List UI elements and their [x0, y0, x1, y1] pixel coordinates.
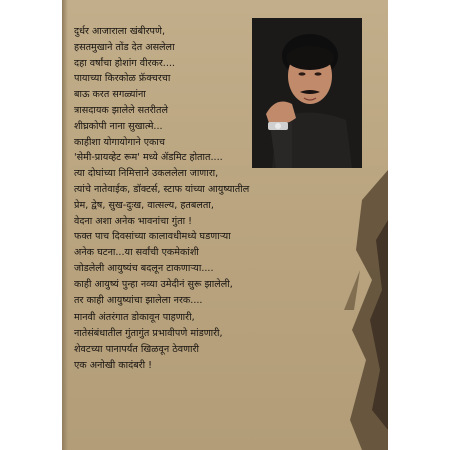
blurb-line: प्रेम, द्वेष, सुख-दुःख, वात्सल्य, हतबलता, [74, 199, 214, 211]
blurb-line: मानवी अंतरंगात डोकावून पाहणारी, [74, 312, 195, 324]
blurb-line: काहीशा योगायोगाने एकाच [74, 136, 165, 148]
decorative-brush-strokes [332, 160, 388, 450]
blurb-line: पायाच्या किरकोळ फ्रॅक्चरचा [74, 73, 171, 85]
blurb-line: त्यांचे नातेवाईक, डॉक्टर्स, स्टाफ यांच्या आयुष्यातील [74, 183, 250, 195]
blurb-line: त्रासदायक झालेले सतरीतले [74, 104, 168, 116]
blurb-line: अनेक घटना...या सर्वांची एकमेकांशी [74, 247, 199, 259]
blurb-text [74, 24, 334, 374]
blurb-line: एक अनोखी कादंबरी ! [74, 359, 152, 371]
spine-shadow [62, 0, 68, 450]
blurb-line: फक्त पाच दिवसांच्या कालावधीमध्ये घडणाऱ्या [74, 231, 231, 243]
blurb-line: बाऊ करत सगळ्यांना [74, 89, 146, 101]
blurb-line: दहा वर्षांचा होशांग वीरकर.... [74, 57, 175, 69]
blurb-line: तर काही आयुष्यांचा झालेला नरक.... [74, 294, 203, 306]
blurb-line: 'सेमी-प्रायव्हेट रूम' मध्ये ॲडमिट होतात.... [74, 152, 223, 164]
blurb-line: त्या दोघांच्या निमित्ताने उकललेला जाणारा, [74, 168, 219, 180]
blurb-line: हसतमुखाने तोंड देत असलेला [74, 41, 175, 53]
blurb-line: वेदना अशा अनेक भावनांचा गुंता ! [74, 215, 192, 227]
blurb-line: नातेसंबंधातील गुंतागुंत प्रभावीपणे मांडणारी, [74, 328, 223, 340]
book-back-cover [62, 0, 388, 450]
blurb-line: दुर्धर आजाराला खंबीरपणे, [74, 26, 165, 37]
blurb-line: शेवटच्या पानापर्यंत खिळवून ठेवणारी [74, 343, 199, 355]
blurb-line: शीघ्रकोपी नाना सुखात्मे... [74, 120, 163, 132]
blurb-line: काही आयुष्यं पुन्हा नव्या उमेदीनं सुरू झालेली, [74, 278, 233, 290]
blurb-line: जोडलेली आयुष्यंच बदलून टाकणाऱ्या.... [74, 262, 214, 274]
